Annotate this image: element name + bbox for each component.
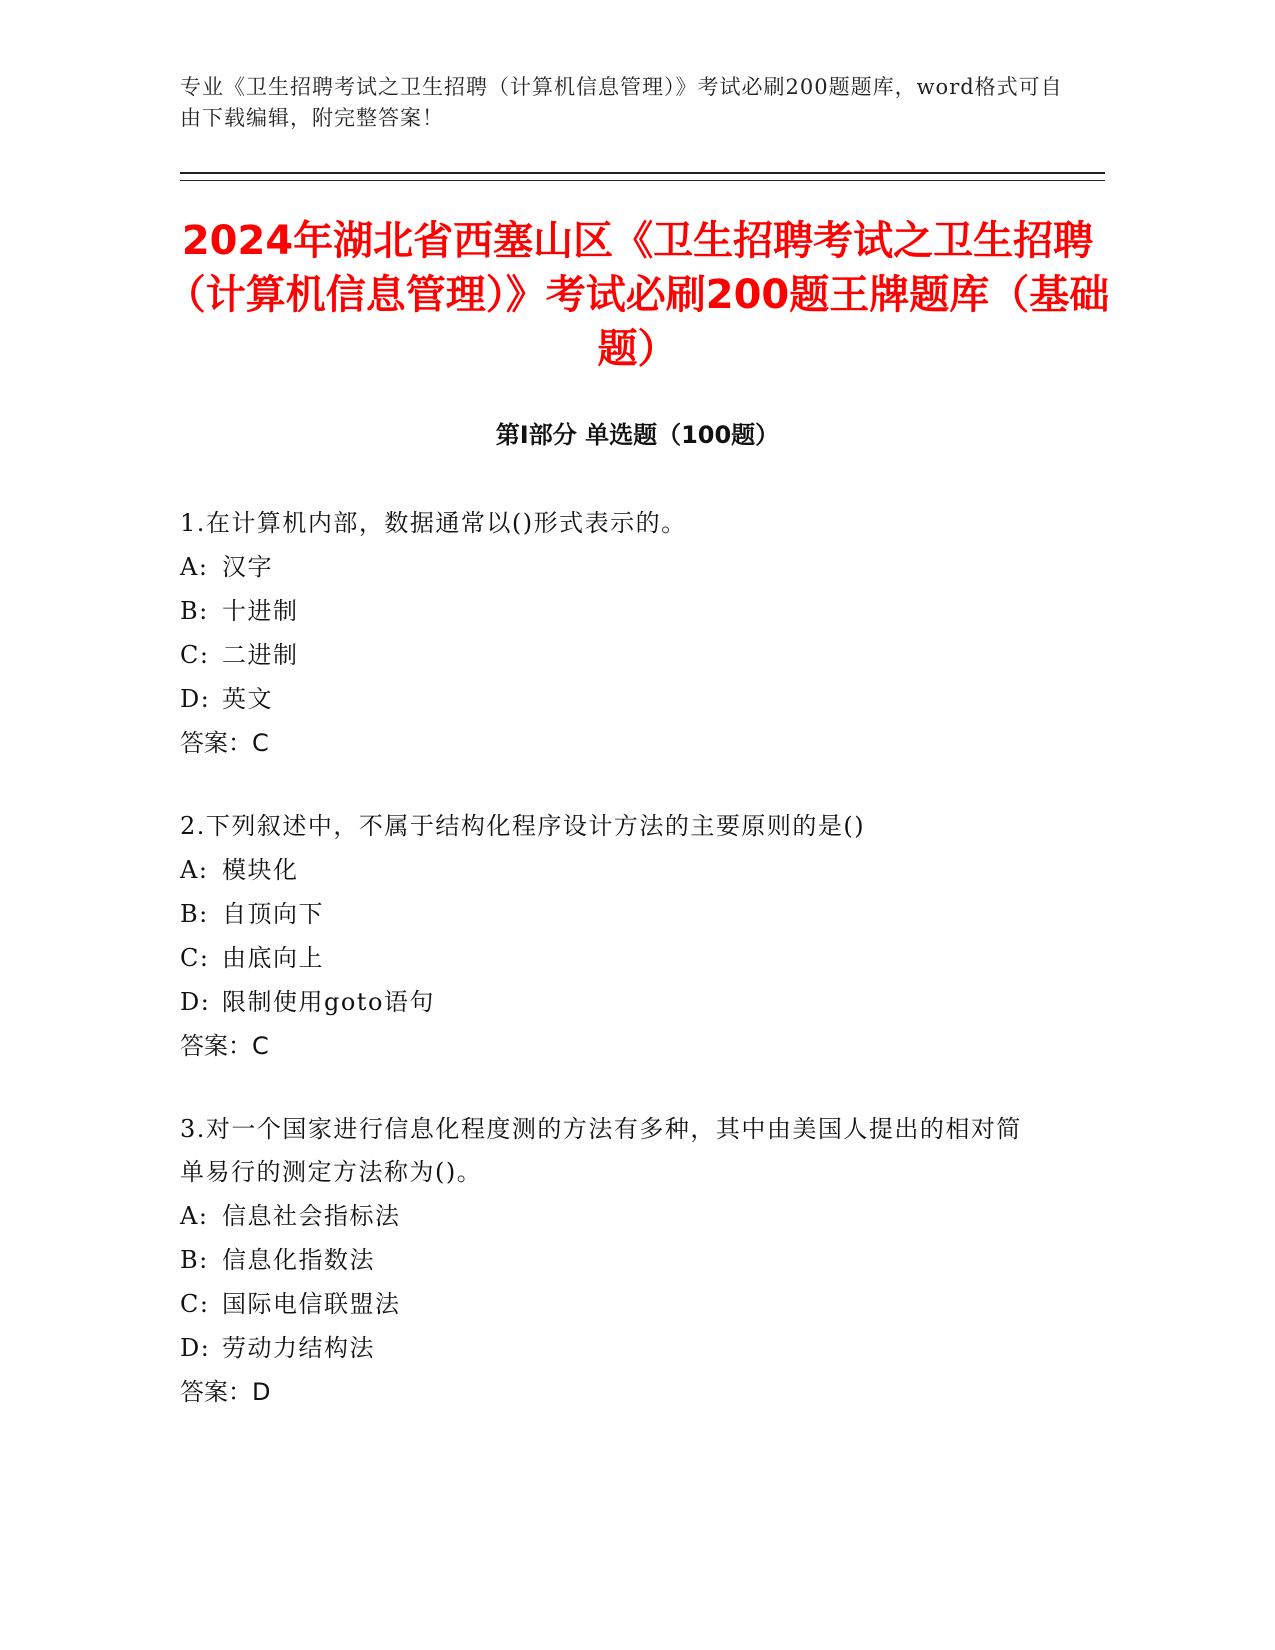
option-text: 信息社会指标法 (222, 1202, 401, 1230)
header-note: 专业《卫生招聘考试之卫生招聘（计算机信息管理）》考试必刷200题题库，word格式可自由下载编辑，附完整答案！ (180, 75, 1063, 130)
option-b (180, 589, 1040, 633)
option-letter: D: (180, 1334, 211, 1362)
option-text: 十进制 (222, 597, 299, 625)
option-a (180, 1194, 1040, 1238)
option-b (180, 1238, 1040, 1282)
option-d (180, 1326, 1040, 1370)
option-a (180, 848, 1040, 892)
option-text: 英文 (222, 685, 273, 713)
option-text: 国际电信联盟法 (222, 1290, 401, 1318)
option-text: 劳动力结构法 (222, 1334, 375, 1362)
answer-line: 答案：C (180, 1032, 269, 1060)
option-d (180, 677, 1040, 721)
option-letter: C: (180, 1290, 210, 1318)
option-letter: B: (180, 597, 209, 625)
document-title: 2024年湖北省西塞山区《卫生招聘考试之卫生招聘（计算机信息管理）》考试必刷200题王牌题库（基础题） (165, 218, 1110, 372)
option-text: 模块化 (222, 856, 299, 884)
option-letter: C: (180, 641, 210, 669)
option-text: 汉字 (222, 553, 273, 581)
option-text: 二进制 (222, 641, 299, 669)
question-1 (180, 502, 1040, 765)
section-title: 第Ⅰ部分 单选题（100题） (495, 421, 780, 449)
option-letter: B: (180, 900, 209, 928)
option-letter: A: (180, 1202, 209, 1230)
option-text: 信息化指数法 (222, 1246, 375, 1274)
question-list (180, 502, 1040, 1454)
answer-line: 答案：C (180, 729, 269, 757)
question-stem: 2.下列叙述中，不属于结构化程序设计方法的主要原则的是() (180, 812, 866, 840)
option-letter: B: (180, 1246, 209, 1274)
question-3 (180, 1108, 1040, 1414)
option-letter: D: (180, 685, 211, 713)
question-stem: 3.对一个国家进行信息化程度测的方法有多种，其中由美国人提出的相对简单易行的测定方法称为()。 (180, 1115, 1022, 1186)
option-c (180, 1282, 1040, 1326)
question-2 (180, 805, 1040, 1068)
option-text: 自顶向下 (222, 900, 324, 928)
option-letter: A: (180, 553, 209, 581)
option-d (180, 980, 1040, 1024)
option-a (180, 545, 1040, 589)
option-text: 由底向上 (222, 944, 324, 972)
header-divider (180, 172, 1105, 181)
option-c (180, 633, 1040, 677)
option-letter: C: (180, 944, 210, 972)
option-b (180, 892, 1040, 936)
answer-line: 答案：D (180, 1378, 271, 1406)
option-c (180, 936, 1040, 980)
question-stem: 1.在计算机内部，数据通常以()形式表示的。 (180, 509, 687, 537)
option-letter: A: (180, 856, 209, 884)
option-letter: D: (180, 988, 211, 1016)
option-text: 限制使用goto语句 (222, 988, 435, 1016)
